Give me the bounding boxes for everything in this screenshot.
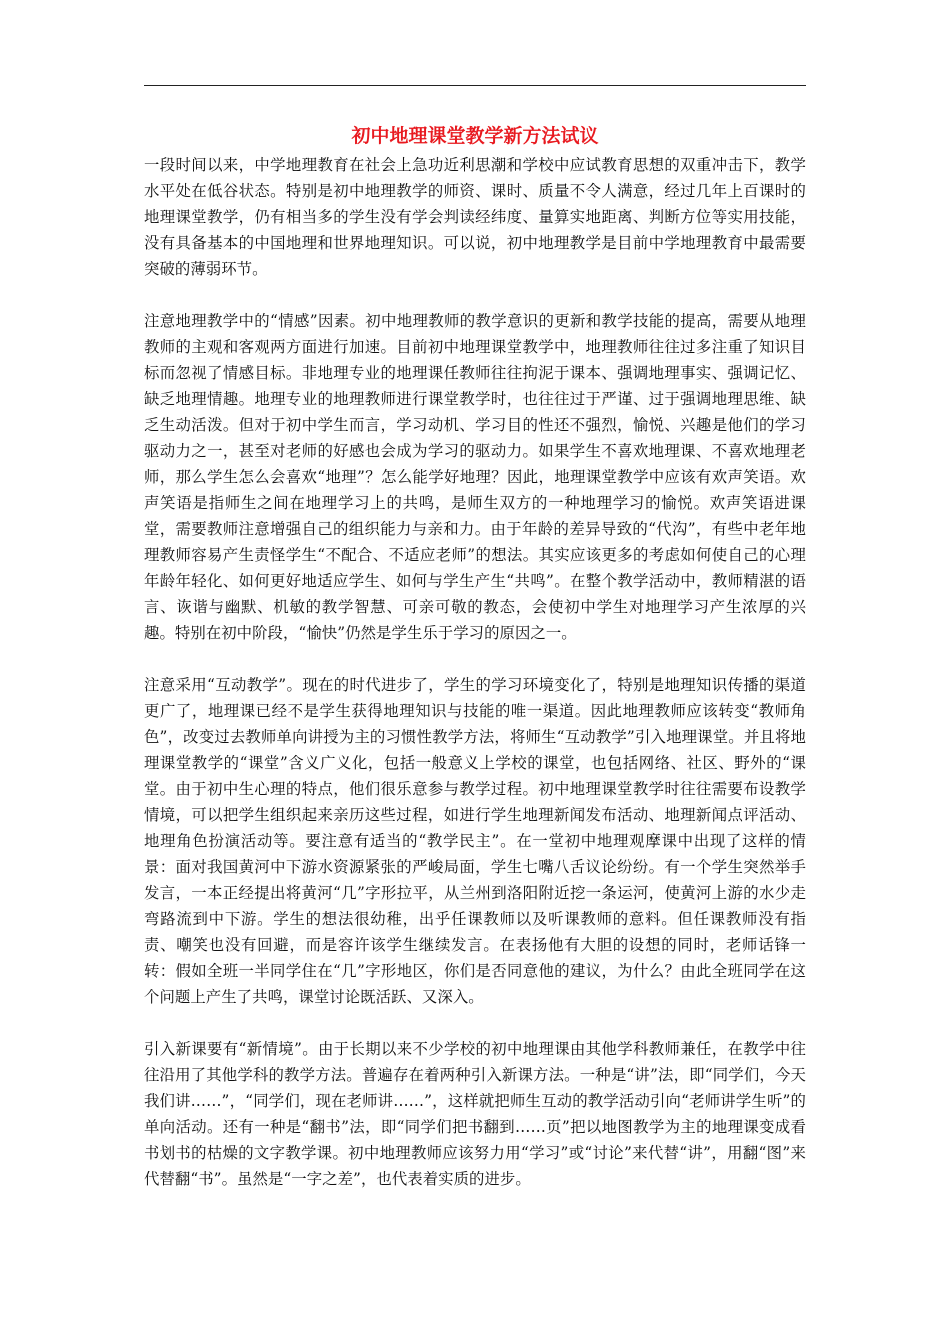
paragraph-intro: 一段时间以来，中学地理教育在社会上急功近利思潮和学校中应试教育思想的双重冲击下，教学水平处在低谷状态。特别是初中地理教学的师资、课时、质量不令人满意，经过几年上百课时的地理课堂教学，仍有相当多的学生没有学会判读经纬度、量算实地距离、判断方位等实用技能，没有具备基本的中国地理和世界地理知识。可以说，初中地理教学是目前中学地理教育中最需要突破的薄弱环节。 [144,156,806,278]
paragraph-new-context: 引入新课要有“新情境”。由于长期以来不少学校的初中地理课由其他学科教师兼任，在教学中往往沿用了其他学科的教学方法。普遍存在着两种引入新课方法。一种是“讲”法，即“同学们，今天我们讲……”，“同学们，现在老师讲……”，这样就把师生互动的教学活动引向“老师讲学生听”的单向活动。还有一种是“翻书”法，即“同学们把书翻到……页”把以地图教学为主的地理课变成看书划书的枯燥的文字教学课。初中地理教师应该努力用“学习”或“讨论”来代替“讲”，用翻“图”来代替翻“书”。虽然是“一字之差”，也代表着实质的进步。 [144,1040,806,1188]
document-body [144,122,806,1218]
paragraph-interactive-teaching: 注意采用“互动教学”。现在的时代进步了，学生的学习环境变化了，特别是地理知识传播的渠道更广了，地理课已经不是学生获得地理知识与技能的唯一渠道。因此地理教师应该转变“教师角色”，改变过去教师单向讲授为主的习惯性教学方法，将师生“互动教学”引入地理课堂。并且将地理课堂教学的“课堂”含义广义化，包括一般意义上学校的课堂，也包括网络、社区、野外的“课堂。由于初中生心理的特点，他们很乐意参与教学过程。初中地理课堂教学时往往需要布设教学情境，可以把学生组织起来亲历这些过程，如进行学生地理新闻发布活动、地理新闻点评活动、地理角色扮演活动等。要注意有适当的“教学民主”。在一堂初中地理观摩课中出现了这样的情景：面对我国黄河中下游水资源紧张的严峻局面，学生七嘴八舌议论纷纷。有一个学生突然举手发言，一本正经提出将黄河“几”字形拉平，从兰州到洛阳附近挖一条运河，使黄河上游的水少走弯路流到中下游。学生的想法很幼稚，出乎任课教师以及听课教师的意料。但任课教师没有指责、嘲笑也没有回避，而是容许该学生继续发言。在表扬他有大胆的设想的同时，老师话锋一转：假如全班一半同学住在“几”字形地区，你们是否同意他的建议，为什么？由此全班同学在这个问题上产生了共鸣，课堂讨论既活跃、又深入。 [144,676,806,1006]
document-title: 初中地理课堂教学新方法试议 [351,125,599,147]
paragraph-emotion: 注意地理教学中的“情感”因素。初中地理教师的教学意识的更新和教学技能的提高，需要从地理教师的主观和客观两方面进行加速。目前初中地理课堂教学中，地理教师往往过多注重了知识目标而忽视了情感目标。非地理专业的地理课任教师往往拘泥于课本、强调地理事实、强调记忆、缺乏地理情趣。地理专业的地理教师进行课堂教学时，也往往过于严谨、过于强调地理思维、缺乏生动活泼。但对于初中学生而言，学习动机、学习目的性还不强烈，愉悦、兴趣是他们的学习驱动力之一，甚至对老师的好感也会成为学习的驱动力。如果学生不喜欢地理课、不喜欢地理老师，那么学生怎么会喜欢“地理”？怎么能学好地理？因此，地理课堂教学中应该有欢声笑语。欢声笑语是指师生之间在地理学习上的共鸣，是师生双方的一种地理学习的愉悦。欢声笑语进课堂，需要教师注意增强自己的组织能力与亲和力。由于年龄的差异导致的“代沟”，有些中老年地理教师容易产生责怪学生“不配合、不适应老师”的想法。其实应该更多的考虑如何使自己的心理年龄年轻化、如何更好地适应学生、如何与学生产生“共鸣”。在整个教学活动中，教师精湛的语言、诙谐与幽默、机敏的教学智慧、可亲可敬的教态，会使初中学生对地理学习产生浓厚的兴趣。特别在初中阶段，“愉快”仍然是学生乐于学习的原因之一。 [144,312,806,642]
header-rule [144,85,806,86]
